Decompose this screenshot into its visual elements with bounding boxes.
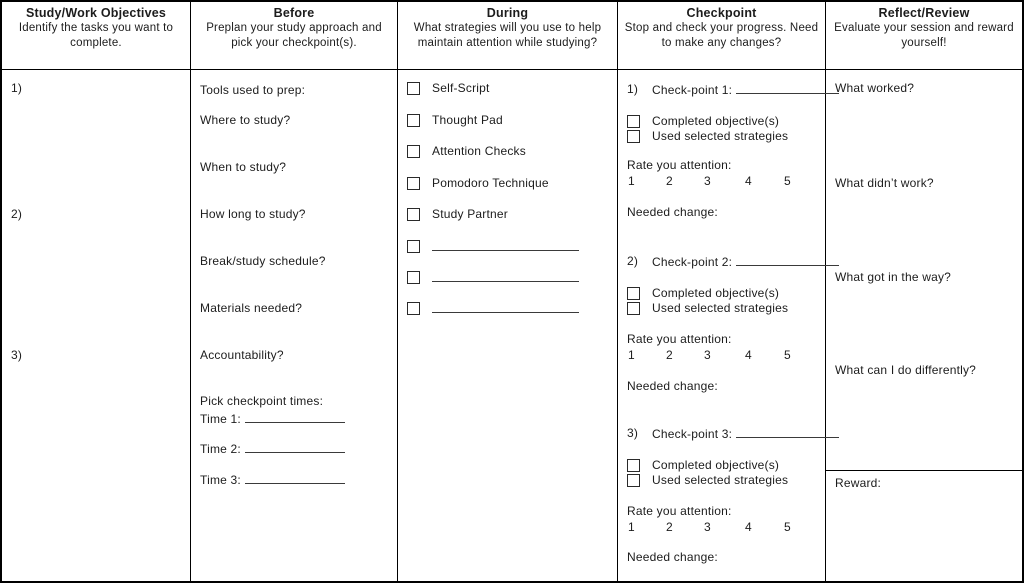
checkpoint-3-used-row — [618, 473, 825, 489]
checkpoint-1-completed-checkbox[interactable] — [627, 115, 640, 128]
objective-3-number: 3) — [11, 348, 23, 362]
checkpoint-subtitle: Stop and check your progress. Need to make any changes? — [624, 22, 819, 49]
checkpoint-title: Checkpoint — [686, 6, 757, 20]
prompt-tools: Tools used to prep: — [200, 83, 306, 97]
before-body[interactable] — [191, 70, 397, 581]
pomodoro-label: Pomodoro Technique — [432, 176, 549, 190]
reward-label: Reward: — [835, 476, 882, 490]
custom-strategy-3-blank-line[interactable] — [432, 301, 579, 313]
time-1-blank-line[interactable] — [245, 411, 345, 423]
during-subtitle: What strategies will you use to help maintain attention while studying? — [413, 22, 602, 49]
strategy-row-custom-1 — [398, 239, 617, 255]
self-script-label: Self-Script — [432, 81, 490, 95]
attention-checks-checkbox[interactable] — [407, 145, 420, 158]
time-1-row — [200, 411, 345, 426]
rating-4[interactable]: 4 — [745, 348, 752, 362]
checkpoint-2-used-checkbox[interactable] — [627, 302, 640, 315]
checkpoint-3-completed-row — [618, 458, 825, 474]
prompt-where: Where to study? — [200, 113, 291, 127]
attention-checks-label: Attention Checks — [432, 144, 526, 158]
reflect-do-differently: What can I do differently? — [835, 363, 977, 377]
during-title: During — [486, 6, 529, 20]
checkpoint-3-rate-label: Rate you attention: — [627, 504, 732, 518]
rating-5[interactable]: 5 — [784, 520, 791, 534]
prompt-pick-times: Pick checkpoint times: — [200, 394, 324, 408]
reflect-what-got-in-way: What got in the way? — [835, 270, 952, 284]
time-2-row — [200, 441, 345, 456]
prompt-when: When to study? — [200, 160, 287, 174]
checkpoint-2-completed-label: Completed objective(s) — [652, 286, 780, 300]
time-1-label: Time 1: — [200, 412, 241, 426]
strategy-row-thought-pad — [398, 113, 617, 129]
checkpoint-2-rating-scale — [618, 348, 825, 363]
rating-1[interactable]: 1 — [628, 348, 635, 362]
checkpoint-body — [618, 70, 825, 581]
checkpoint-3-completed-checkbox[interactable] — [627, 459, 640, 472]
column-during — [398, 2, 618, 581]
objectives-header — [2, 2, 190, 70]
objectives-title: Study/Work Objectives — [25, 6, 167, 20]
strategy-row-self-script — [398, 81, 617, 97]
column-before — [191, 2, 398, 581]
thought-pad-label: Thought Pad — [432, 113, 503, 127]
checkpoint-3-needed-change-label: Needed change: — [627, 550, 718, 564]
prompt-accountability: Accountability? — [200, 348, 284, 362]
checkpoint-2-needed-change-label: Needed change: — [627, 379, 718, 393]
checkpoint-3-row — [618, 426, 825, 442]
strategy-row-attention-checks — [398, 144, 617, 160]
checkpoint-1-number: 1) — [627, 82, 639, 96]
rating-5[interactable]: 5 — [784, 348, 791, 362]
custom-strategy-3-checkbox[interactable] — [407, 302, 420, 315]
prompt-break-sched: Break/study schedule? — [200, 254, 326, 268]
reflect-header — [826, 2, 1022, 70]
checkpoint-2-completed-checkbox[interactable] — [627, 287, 640, 300]
prompt-how-long: How long to study? — [200, 207, 306, 221]
checkpoint-1-completed-label: Completed objective(s) — [652, 114, 780, 128]
reflect-subtitle: Evaluate your session and reward yourself! — [834, 22, 1014, 49]
checkpoint-2-used-label: Used selected strategies — [652, 301, 789, 315]
rating-3[interactable]: 3 — [704, 520, 711, 534]
rating-1[interactable]: 1 — [628, 174, 635, 188]
custom-strategy-1-blank-line[interactable] — [432, 239, 579, 251]
self-script-checkbox[interactable] — [407, 82, 420, 95]
prompt-materials: Materials needed? — [200, 301, 303, 315]
before-header — [191, 2, 397, 70]
strategy-row-study-partner — [398, 207, 617, 223]
rating-2[interactable]: 2 — [666, 520, 673, 534]
checkpoint-1-rate-label: Rate you attention: — [627, 158, 732, 172]
objectives-subtitle: Identify the tasks you want to complete. — [18, 22, 174, 49]
column-checkpoint — [618, 2, 826, 581]
checkpoint-2-number: 2) — [627, 254, 639, 268]
checkpoint-1-blank-line[interactable] — [736, 82, 839, 94]
checkpoint-1-used-checkbox[interactable] — [627, 130, 640, 143]
thought-pad-checkbox[interactable] — [407, 114, 420, 127]
checkpoint-2-label: Check-point 2: — [652, 255, 733, 269]
checkpoint-3-label: Check-point 3: — [652, 427, 733, 441]
study-partner-label: Study Partner — [432, 207, 508, 221]
custom-strategy-2-blank-line[interactable] — [432, 270, 579, 282]
checkpoint-1-needed-change-label: Needed change: — [627, 205, 718, 219]
rating-3[interactable]: 3 — [704, 174, 711, 188]
checkpoint-2-used-row — [618, 301, 825, 317]
during-header — [398, 2, 617, 70]
checkpoint-1-used-label: Used selected strategies — [652, 129, 789, 143]
rating-3[interactable]: 3 — [704, 348, 711, 362]
checkpoint-1-rating-scale — [618, 174, 825, 189]
study-partner-checkbox[interactable] — [407, 208, 420, 221]
time-2-blank-line[interactable] — [245, 441, 345, 453]
custom-strategy-2-checkbox[interactable] — [407, 271, 420, 284]
before-subtitle: Preplan your study approach and pick your checkpoint(s). — [206, 22, 382, 49]
checkpoint-2-completed-row — [618, 286, 825, 302]
checkpoint-1-completed-row — [618, 114, 825, 130]
custom-strategy-1-checkbox[interactable] — [407, 240, 420, 253]
rating-4[interactable]: 4 — [745, 174, 752, 188]
checkpoint-header — [618, 2, 825, 70]
time-3-label: Time 3: — [200, 473, 241, 487]
during-body — [398, 70, 617, 581]
checkpoint-3-completed-label: Completed objective(s) — [652, 458, 780, 472]
time-2-label: Time 2: — [200, 442, 241, 456]
checkpoint-1-row — [618, 82, 825, 98]
checkpoint-1-label: Check-point 1: — [652, 83, 733, 97]
time-3-row — [200, 472, 345, 487]
checkpoint-3-blank-line[interactable] — [736, 426, 839, 438]
column-objectives — [2, 2, 191, 581]
pomodoro-checkbox[interactable] — [407, 177, 420, 190]
checkpoint-2-blank-line[interactable] — [736, 254, 839, 266]
objective-2-number: 2) — [11, 207, 23, 221]
rating-1[interactable]: 1 — [628, 520, 635, 534]
checkpoint-3-used-label: Used selected strategies — [652, 473, 789, 487]
strategy-row-pomodoro — [398, 176, 617, 192]
checkpoint-2-row — [618, 254, 825, 270]
checkpoint-3-rating-scale — [618, 520, 825, 535]
objective-1-number: 1) — [11, 81, 23, 95]
reward-divider — [826, 470, 1022, 471]
reflect-what-didnt-work: What didn’t work? — [835, 176, 934, 190]
rating-4[interactable]: 4 — [745, 520, 752, 534]
reflect-body[interactable] — [826, 70, 1022, 581]
checkpoint-3-used-checkbox[interactable] — [627, 474, 640, 487]
checkpoint-3-number: 3) — [627, 426, 639, 440]
rating-2[interactable]: 2 — [666, 348, 673, 362]
before-title: Before — [273, 6, 315, 20]
objectives-body[interactable] — [2, 70, 190, 581]
reflect-what-worked: What worked? — [835, 81, 915, 95]
strategy-row-custom-2 — [398, 270, 617, 286]
time-3-blank-line[interactable] — [245, 472, 345, 484]
rating-2[interactable]: 2 — [666, 174, 673, 188]
strategy-row-custom-3 — [398, 301, 617, 317]
checkpoint-1-used-row — [618, 129, 825, 145]
column-reflect — [826, 2, 1022, 581]
checkpoint-2-rate-label: Rate you attention: — [627, 332, 732, 346]
rating-5[interactable]: 5 — [784, 174, 791, 188]
reflect-title: Reflect/Review — [878, 6, 970, 20]
